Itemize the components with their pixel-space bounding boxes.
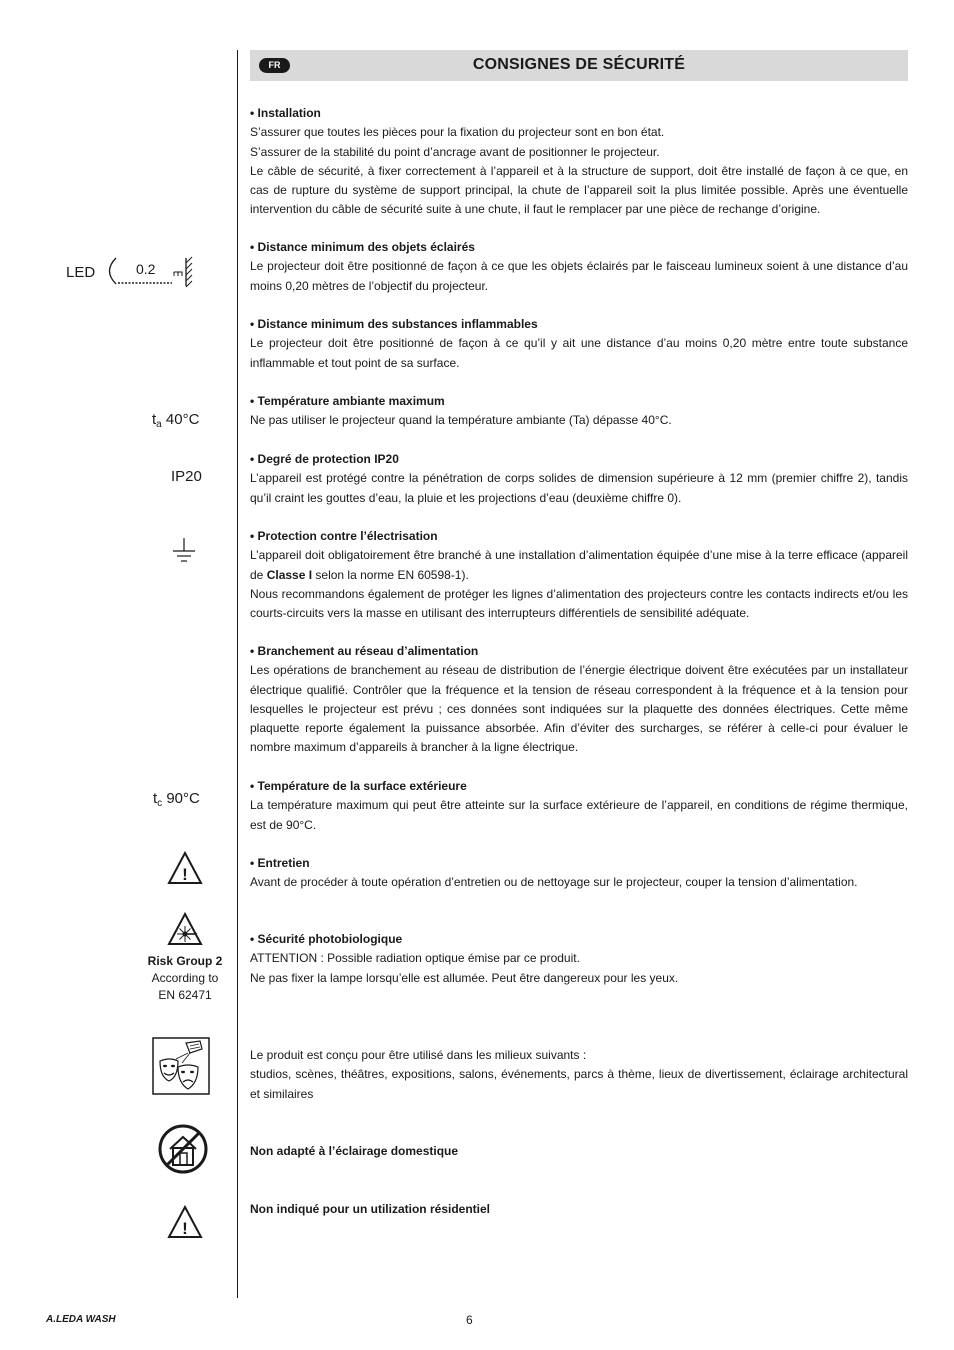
footer-brand: A.LEDA WASH bbox=[46, 1314, 116, 1325]
section-text: Les opérations de branchement au réseau de distribution de l’énergie électrique doivent être exécutées par un installateur électrique qualifié. Contrôler que la fréquence et la tension de réseau correspondent à la fréquence et à la tension pour lesquelles le projecteur est prévu ; ces données sont indiquées sur la plaquette des données électriques. Cette même plaquette reporte également la puissance absorbée. Afin d’éviter des surcharges, se référer à celle-ci pour évaluer le nombre maximum d’appareils à brancher à la ligne électrique. bbox=[250, 663, 908, 755]
section-surface-temperature bbox=[250, 777, 908, 835]
section-text: Non adapté à l’éclairage domestique bbox=[250, 1144, 459, 1158]
warning-icon bbox=[167, 851, 203, 885]
section-text: S’assurer que toutes les pièces pour la fixation du projecteur sont en bon état. bbox=[250, 125, 665, 140]
section-text: Ne pas fixer la lampe lorsqu’elle est allumée. Peut être dangereux pour les yeux. bbox=[250, 970, 679, 985]
led-distance-value: 0.2 bbox=[136, 261, 156, 277]
section-text: Non indiqué pour un utilization résidentiel bbox=[250, 1202, 490, 1216]
section-text: L’appareil doit obligatoirement être branché à une installation d’alimentation équipée d’une mise à la terre efficace (appareil de Classe I selon la norme EN 60598-1). bbox=[250, 548, 908, 582]
section-text: L’appareil est protégé contre la pénétration de corps solides de dimension supérieure à 12 mm (premier chiffre 2), tandis qu’il craint les gouttes d’eau, la pluie et les projections d’eau (deuxième chiffre 0). bbox=[250, 471, 908, 505]
according-to-label: According to bbox=[151, 971, 219, 985]
standard-label: EN 62471 bbox=[158, 988, 212, 1002]
section-text: Le projecteur doit être positionné de façon à ce qu’il y ait une distance d’au moins 0,20 mètre entre toute substance inflammable et tout point de sa surface. bbox=[250, 336, 908, 370]
page-number: 6 bbox=[466, 1313, 473, 1327]
section-text: Le produit est conçu pour être utilisé dans les milieux suivants : bbox=[250, 1048, 587, 1062]
svg-text:!: ! bbox=[182, 865, 188, 884]
section-not-domestic bbox=[250, 1142, 908, 1161]
section-maintenance bbox=[250, 854, 908, 893]
surface-temperature-label: $t_c$ 90°C bbox=[153, 790, 200, 809]
section-distance-objects bbox=[250, 238, 908, 296]
page-title: CONSIGNES DE SÉCURITÉ bbox=[472, 56, 686, 73]
risk-group-info bbox=[130, 953, 240, 1004]
section-not-residential bbox=[250, 1200, 908, 1219]
warning-icon bbox=[167, 1205, 203, 1239]
section-heading: • Installation bbox=[250, 106, 321, 120]
section-text: Le câble de sécurité, à fixer correctement à l’appareil et à la structure de support, doit être installé de façon à ce que, en cas de rupture du système de support principal, la chute de l’appareil soit la plus limitée possible. Après une éventuelle intervention du câble de sécurité suite à une chute, il faut le remplacer par une pièce de rechange d’origine. bbox=[250, 163, 908, 217]
section-heading: • Température ambiante maximum bbox=[250, 394, 445, 408]
section-text: S’assurer de la stabilité du point d’ancrage avant de positionner le projecteur. bbox=[250, 144, 660, 159]
section-ambient-temperature bbox=[250, 392, 908, 431]
section-installation bbox=[250, 104, 908, 220]
svg-text:!: ! bbox=[182, 1219, 188, 1238]
section-text: Nous recommandons également de protéger les lignes d’alimentation des projecteurs contre les contacts indirects et/ou les courts-circuits vers la masse en utilisant des interrupteurs différentiels de sensibilité adéquate. bbox=[250, 586, 908, 621]
laser-radiation-icon bbox=[167, 912, 203, 946]
section-heading: • Distance minimum des objets éclairés bbox=[250, 240, 475, 254]
margin-rule bbox=[237, 50, 238, 1298]
section-mains-connection bbox=[250, 642, 908, 758]
section-heading: • Entretien bbox=[250, 856, 310, 870]
section-heading: • Degré de protection IP20 bbox=[250, 452, 399, 466]
section-photobiological bbox=[250, 930, 908, 988]
ip-rating-label: IP20 bbox=[171, 468, 202, 485]
class-label: Classe I bbox=[266, 567, 313, 582]
section-electric-protection bbox=[250, 527, 908, 623]
section-heading: • Protection contre l’électrisation bbox=[250, 529, 438, 543]
section-heading: • Branchement au réseau d’alimentation bbox=[250, 644, 479, 658]
section-text: Ne pas utiliser le projecteur quand la température ambiante (Ta) dépasse 40°C. bbox=[250, 413, 672, 428]
language-badge: FR bbox=[259, 58, 290, 73]
ground-icon bbox=[172, 538, 196, 566]
section-header bbox=[250, 50, 908, 81]
ambient-temperature-label: $t_a$ 40°C bbox=[152, 411, 200, 430]
section-ip-rating bbox=[250, 450, 908, 508]
section-text: La température maximum qui peut être atteinte sur la surface extérieure de l’appareil, en conditions de régime thermique, est de 90°C. bbox=[250, 798, 908, 832]
led-label: LED bbox=[66, 264, 96, 281]
no-domestic-icon bbox=[157, 1123, 209, 1175]
risk-group-label: Risk Group 2 bbox=[147, 954, 223, 968]
section-text: Le projecteur doit être positionné de façon à ce que les objets éclairés par le faisceau lumineux soient à une distance d’au moins 0,20 mètres de l’objectif du projecteur. bbox=[250, 259, 908, 293]
theatre-masks-icon bbox=[152, 1037, 210, 1095]
section-heading: • Sécurité photobiologique bbox=[250, 932, 403, 946]
section-distance-flammable bbox=[250, 315, 908, 373]
section-heading: • Distance minimum des substances inflammables bbox=[250, 317, 538, 331]
section-text: ATTENTION : Possible radiation optique émise par ce produit. bbox=[250, 951, 580, 966]
section-text: studios, scènes, théâtres, expositions, salons, événements, parcs à thème, lieux de divertissement, éclairage architectural et similaires bbox=[250, 1067, 908, 1101]
section-heading: • Température de la surface extérieure bbox=[250, 779, 467, 793]
section-text: Avant de procéder à toute opération d’entretien ou de nettoyage sur le projecteur, couper la tension d’alimentation. bbox=[250, 875, 858, 890]
section-usage bbox=[250, 1046, 908, 1104]
